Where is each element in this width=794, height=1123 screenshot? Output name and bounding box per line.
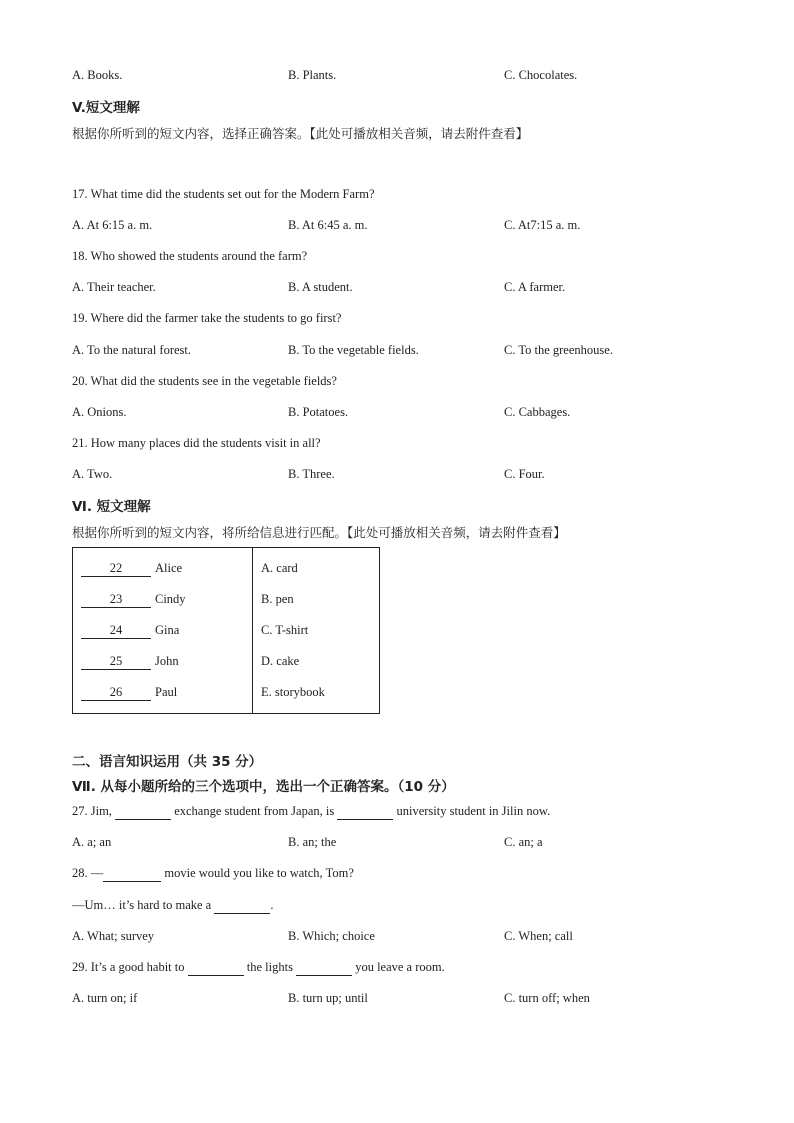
option-b: B. A student. xyxy=(288,280,353,294)
q17-stem: 17. What time did the students set out for the Modern Farm? xyxy=(72,187,375,201)
option-b: B. turn up; until xyxy=(288,991,368,1005)
answer-blank-25[interactable]: 25 xyxy=(81,654,151,670)
blank[interactable] xyxy=(214,898,270,914)
option-b: B. Which; choice xyxy=(288,929,375,943)
table-row xyxy=(73,654,379,672)
section5-heading: V.短文理解 xyxy=(72,100,140,116)
q19-options xyxy=(72,343,722,361)
blank[interactable] xyxy=(188,960,244,976)
table-row xyxy=(73,561,379,579)
q18-stem: 18. Who showed the students around the farm? xyxy=(72,249,308,263)
option-c: C. A farmer. xyxy=(504,280,566,294)
match-option: C. T-shirt xyxy=(261,623,309,637)
q16-options xyxy=(72,68,722,86)
option-a: A. To the natural forest. xyxy=(72,343,192,357)
match-option: B. pen xyxy=(261,592,294,606)
option-c: C. To the greenhouse. xyxy=(504,343,613,357)
q28-stem: 28. — movie would you like to watch, Tom? xyxy=(72,866,354,880)
option-a: A. What; survey xyxy=(72,929,155,943)
option-c: C. Four. xyxy=(504,467,545,481)
answer-blank-26[interactable]: 26 xyxy=(81,685,151,701)
option-c: C. Cabbages. xyxy=(504,405,571,419)
table-row xyxy=(73,592,379,610)
table-row xyxy=(73,623,379,641)
q27-stem: 27. Jim, exchange student from Japan, is university student in Jilin now. xyxy=(72,804,551,818)
answer-blank-24[interactable]: 24 xyxy=(81,623,151,639)
match-option: E. storybook xyxy=(261,685,325,699)
blank[interactable] xyxy=(103,866,161,882)
q29-stem: 29. It’s a good habit to the lights you leave a room. xyxy=(72,960,445,974)
section7-heading: Ⅶ. 从每小题所给的三个选项中，选出一个正确答案。（10 分） xyxy=(72,779,455,795)
person-name: Alice xyxy=(155,561,183,575)
option-a: A. Two. xyxy=(72,467,113,481)
option-a: A. Onions. xyxy=(72,405,127,419)
option-a: A. Their teacher. xyxy=(72,280,156,294)
option-c: C. an; a xyxy=(504,835,543,849)
option-c: C. When; call xyxy=(504,929,573,943)
q19-stem: 19. Where did the farmer take the students to go first? xyxy=(72,311,342,325)
q21-options xyxy=(72,467,722,485)
option-b: B. At 6:45 a. m. xyxy=(288,218,368,232)
section6-heading: Ⅵ. 短文理解 xyxy=(72,499,151,515)
option-b: B. Plants. xyxy=(288,68,337,82)
option-a: A. turn on; if xyxy=(72,991,138,1005)
person-name: Paul xyxy=(155,685,178,699)
table-row xyxy=(73,685,379,703)
q29-options xyxy=(72,991,722,1009)
option-c: C. At7:15 a. m. xyxy=(504,218,581,232)
matching-table xyxy=(72,547,380,714)
option-c: C. Chocolates. xyxy=(504,68,578,82)
q20-options xyxy=(72,405,722,423)
person-name: John xyxy=(155,654,179,668)
option-b: B. To the vegetable fields. xyxy=(288,343,419,357)
option-b: B. Potatoes. xyxy=(288,405,349,419)
option-a: A. Books. xyxy=(72,68,123,82)
blank[interactable] xyxy=(337,804,393,820)
q28-reply: —Um… it’s hard to make a . xyxy=(72,898,274,912)
q18-options xyxy=(72,280,722,298)
option-c: C. turn off; when xyxy=(504,991,590,1005)
q17-options xyxy=(72,218,722,236)
answer-blank-22[interactable]: 22 xyxy=(81,561,151,577)
q20-stem: 20. What did the students see in the vegetable fields? xyxy=(72,374,337,388)
blank[interactable] xyxy=(115,804,171,820)
person-name: Gina xyxy=(155,623,180,637)
match-option: A. card xyxy=(261,561,298,575)
option-b: B. Three. xyxy=(288,467,335,481)
match-option: D. cake xyxy=(261,654,300,668)
option-b: B. an; the xyxy=(288,835,337,849)
q27-options xyxy=(72,835,722,853)
part2-heading: 二、语言知识运用（共 35 分） xyxy=(72,754,263,770)
q28-options xyxy=(72,929,722,947)
section6-instruction: 根据你所听到的短文内容，将所给信息进行匹配。【此处可播放相关音频，请去附件查看】 xyxy=(72,525,566,540)
section5-instruction: 根据你所听到的短文内容，选择正确答案。【此处可播放相关音频，请去附件查看】 xyxy=(72,126,529,141)
blank[interactable] xyxy=(296,960,352,976)
person-name: Cindy xyxy=(155,592,186,606)
q21-stem: 21. How many places did the students visit in all? xyxy=(72,436,321,450)
option-a: A. At 6:15 a. m. xyxy=(72,218,153,232)
answer-blank-23[interactable]: 23 xyxy=(81,592,151,608)
option-a: A. a; an xyxy=(72,835,112,849)
